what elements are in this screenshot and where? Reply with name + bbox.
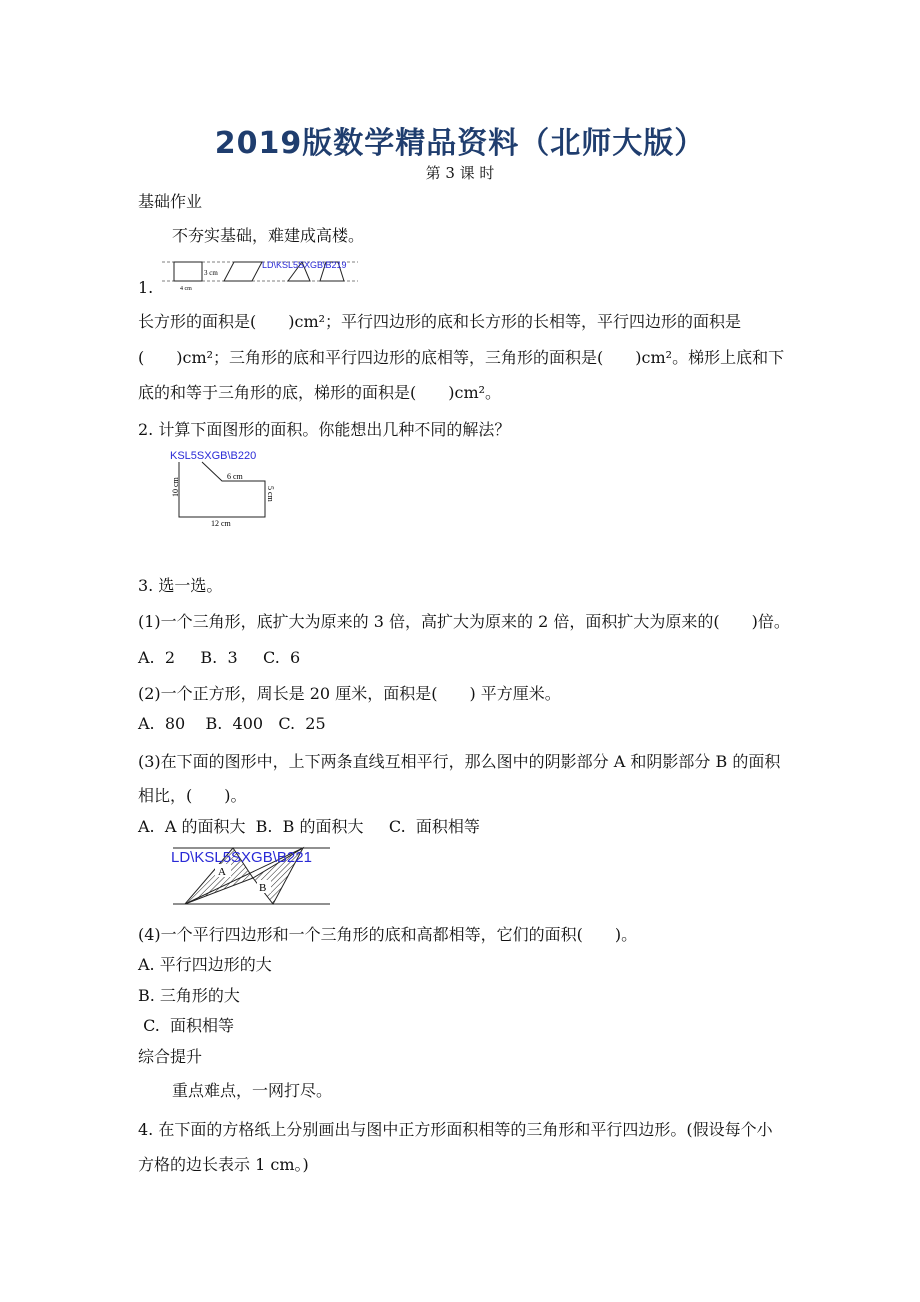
q1-number: 1. [138,278,154,297]
q3-label-a: A [218,866,226,878]
q2-dim-right: 5 cm [266,486,275,502]
q2-figure [165,445,285,530]
q1-figure-label: LD\KSL5SXGB\B219 [262,260,347,270]
q3-part4-option-a: A. 平行四边形的大 [138,955,272,974]
q1-text-line1: 长方形的面积是( )cm²；平行四边形的底和长方形的长相等，平行四边形的面积是 [138,312,742,331]
q3-part2-options: A. 80 B. 400 C. 25 [138,714,326,733]
q3-part3-line2: 相比，( )。 [138,786,247,805]
q3-figure-label: LD\KSL5SXGB\B221 [171,849,312,866]
q3-text: 3. 选一选。 [138,576,223,595]
q3-part3-options: A. A 的面积大 B. B 的面积大 C. 面积相等 [138,817,480,836]
section-heading-advanced: 综合提升 [138,1047,203,1066]
q3-part1: (1)一个三角形，底扩大为原来的 3 倍，高扩大为原来的 2 倍，面积扩大为原来的( )倍。 [138,612,790,631]
lesson-subtitle: 第 3 课 时 [425,164,495,182]
q3-part2: (2)一个正方形，周长是 20 厘米，面积是( ) 平方厘米。 [138,684,561,703]
q3-part4-option-c: C. 面积相等 [138,1016,235,1035]
q3-part1-options: A. 2 B. 3 C. 6 [138,648,301,667]
q1-dim-width: 4 cm [180,286,192,292]
q2-figure-label: KSL5SXGB\B220 [170,450,257,462]
q2-text: 2. 计算下面图形的面积。你能想出几种不同的解法？ [138,420,511,439]
q1-figure [160,255,360,297]
q3-label-b: B [259,882,267,894]
q3-figure [165,840,335,910]
q1-rectangle [174,262,202,281]
q2-dim-top: 6 cm [227,472,243,481]
q2-dim-bottom: 12 cm [211,519,231,528]
q1-text-line2: ( )cm²；三角形的底和平行四边形的底相等，三角形的面积是( )cm²。梯形上底和下 [138,348,785,367]
section-motto-basic: 不夯实基础，难建成高楼。 [172,226,365,245]
q1-text-line3: 底的和等于三角形的底，梯形的面积是( )cm²。 [138,383,502,402]
q4-text-line1: 4. 在下面的方格纸上分别画出与图中正方形面积相等的三角形和平行四边形。(假设每个小 [138,1120,773,1139]
q2-composite-shape [179,462,265,517]
q3-part4-option-b: B. 三角形的大 [138,986,240,1005]
page-title: 2019版数学精品资料（北师大版） [214,126,706,161]
q2-dim-left: 10 cm [171,477,180,497]
q3-part4: (4)一个平行四边形和一个三角形的底和高都相等，它们的面积( )。 [138,925,638,944]
q4-text-line2: 方格的边长表示 1 cm。) [138,1155,309,1174]
q3-part3-line1: (3)在下面的图形中，上下两条直线互相平行，那么图中的阴影部分 A 和阴影部分 B 的面积 [138,752,781,771]
q1-parallelogram [224,262,262,281]
section-heading-basic: 基础作业 [138,192,203,211]
section-motto-advanced: 重点难点，一网打尽。 [172,1081,333,1100]
q1-dim-height: 3 cm [204,269,218,277]
